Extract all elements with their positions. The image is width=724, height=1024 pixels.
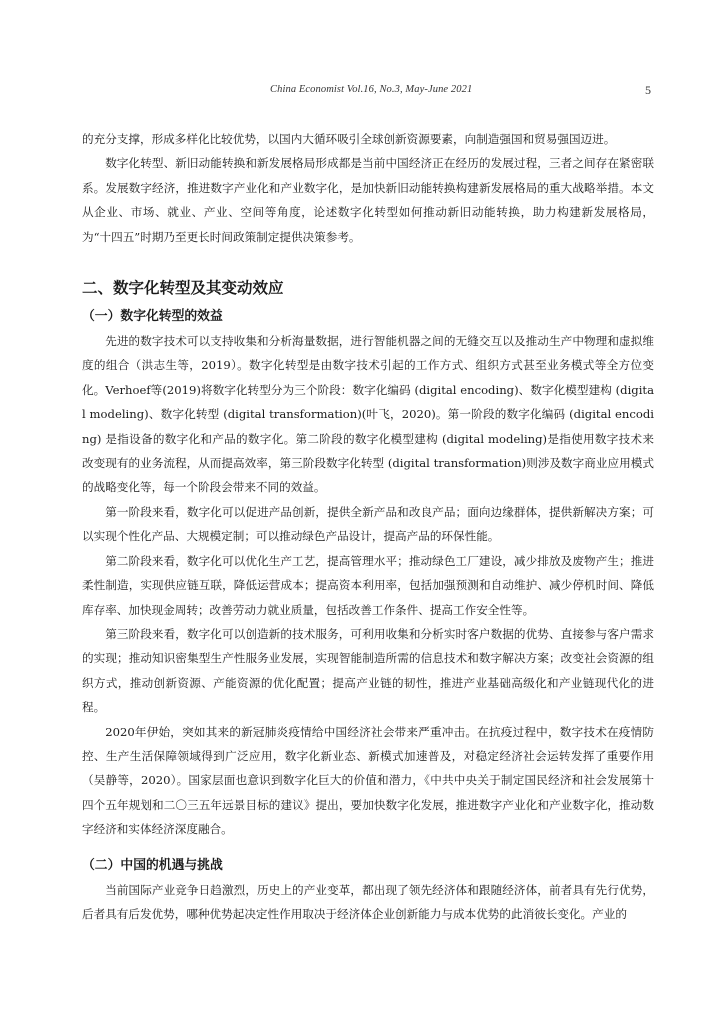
paragraph-benefits-5: 2020年伊始，突如其来的新冠肺炎疫情给中国经济社会带来严重冲击。在抗疫过程中，数字技术在疫情防控、生产生活保障领域得到广泛应用，数字化新业态、新模式加速普及，对稳定经济社会运转发挥了重要作用（吴静等，2020）。国家层面也意识到数字化巨大的价值和潜力，《中共中央关于制定国民经济和社会发展第十四个五年规划和二〇三五年远景目标的建议》提出，要加快数字化发展，推进数字产业化和产业数字化，推动数字经济和实体经济深度融合。 bbox=[82, 724, 654, 837]
paragraph-continued: 的充分支撑，形成多样化比较优势，以国内大循环吸引全球创新资源要素，向制造强国和贸易强国迈进。 bbox=[82, 132, 616, 146]
subsection-heading-benefits: （一）数字化转型的效益 bbox=[82, 309, 223, 325]
paragraph-opportunities-1: 当前国际产业竞争日趋激烈，历史上的产业变革，都出现了领先经济体和跟随经济体，前者具有先行优势，后者具有后发优势，哪种优势起决定性作用取决于经济体企业创新能力与成本优势的此消彼长变化。产业的 bbox=[82, 882, 654, 921]
paragraph-benefits-4: 第三阶段来看，数字化可以创造新的技术服务，可利用收集和分析实时客户数据的优势、直接参与客户需求的实现；推动知识密集型生产性服务业发展，实现智能制造所需的信息技术和数字解决方案；改变社会资源的组织方式，推动创新资源、产能资源的优化配置；提高产业链的韧性，推进产业基础高级化和产业链现代化的进程。 bbox=[82, 626, 654, 715]
paragraph-intro: 数字化转型、新旧动能转换和新发展格局形成都是当前中国经济正在经历的发展过程，三者之间存在紧密联系。发展数字经济，推进数字产业化和产业数字化，是加快新旧动能转换构建新发展格局的重大战略举措。本文从企业、市场、就业、产业、空间等角度，论述数字化转型如何推动新旧动能转换，助力构建新发展格局，为“十四五”时期乃至更长时间政策制定提供决策参考。 bbox=[82, 156, 654, 244]
subsection-heading-opportunities: （二）中国的机遇与挑战 bbox=[82, 857, 223, 873]
running-header: China Economist Vol.16, No.3, May-June 2021 bbox=[270, 84, 473, 95]
section-heading: 二、数字化转型及其变动效应 bbox=[82, 279, 284, 298]
paragraph-benefits-1: 先进的数字技术可以支持收集和分析海量数据，进行智能机器之间的无缝交互以及推动生产中物理和虚拟维度的组合（洪志生等，2019）。数字化转型是由数字技术引起的工作方式、组织方式甚至业务模式等全方位变化。Verhoef等(2019)将数字化转型分为三个阶段：数字化编码 (digital encoding)、数字化模型建构 (digital modeling)、数字化转型 (digital transformation)(叶飞，2020)。第一阶段的数字化编码 (digital encoding) 是指设备的数字化和产品的数字化。第二阶段的数字化模型建构 (digital modeling)是指使用数字技术来改变现有的业务流程，从而提高效率，第三阶段数字化转型 (digital transformation)则涉及数字商业应用模式的战略变化等，每一个阶段会带来不同的效益。 bbox=[82, 334, 654, 495]
body-text bbox=[82, 127, 654, 926]
paragraph-benefits-3: 第二阶段来看，数字化可以优化生产工艺，提高管理水平；推动绿色工厂建设，减少排放及废物产生；推进柔性制造，实现供应链互联，降低运营成本；提高资本利用率，包括加强预测和自动维护、减少停机时间、降低库存率、加快现金周转；改善劳动力就业质量，包括改善工作条件、提高工作安全性等。 bbox=[82, 553, 654, 617]
page-number: 5 bbox=[645, 83, 651, 97]
paragraph-benefits-2: 第一阶段来看，数字化可以促进产品创新，提供全新产品和改良产品；面向边缘群体，提供新解决方案；可以实现个性化产品、大规模定制；可以推动绿色产品设计，提高产品的环保性能。 bbox=[82, 504, 654, 544]
